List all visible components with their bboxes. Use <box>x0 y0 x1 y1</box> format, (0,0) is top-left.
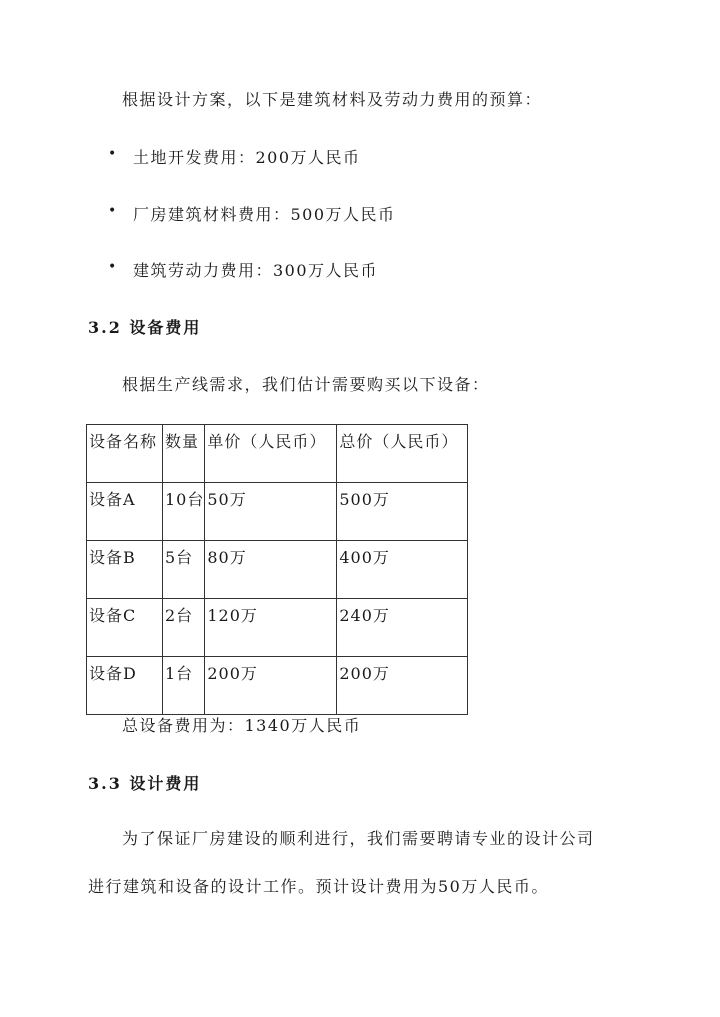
total-equipment-cost: 总设备费用为：1340万人民币 <box>122 716 362 735</box>
bullet-marker: • <box>108 146 118 162</box>
table-cell: 500万 <box>337 483 468 541</box>
header-cell: 总价（人民币） <box>337 425 468 483</box>
table-cell: 1台 <box>163 657 205 715</box>
table-cell: 200万 <box>205 657 337 715</box>
table-cell: 120万 <box>205 599 337 657</box>
table-cell: 5台 <box>163 541 205 599</box>
table-cell: 设备A <box>87 483 163 541</box>
table-cell: 240万 <box>337 599 468 657</box>
table-row <box>87 483 468 541</box>
intro-paragraph: 根据设计方案，以下是建筑材料及劳动力费用的预算： <box>122 90 543 109</box>
equipment-intro: 根据生产线需求，我们估计需要购买以下设备： <box>122 375 490 394</box>
bullet-material-cost: 厂房建筑材料费用：500万人民币 <box>133 205 396 224</box>
table-cell: 设备D <box>87 657 163 715</box>
equipment-table <box>86 424 468 715</box>
table-row <box>87 541 468 599</box>
header-cell: 单价（人民币） <box>205 425 337 483</box>
table-row <box>87 657 468 715</box>
bullet-marker: • <box>108 203 118 219</box>
design-paragraph-line1: 为了保证厂房建设的顺利进行，我们需要聘请专业的设计公司 <box>122 829 595 848</box>
table-cell: 200万 <box>337 657 468 715</box>
header-cell: 数量 <box>163 425 205 483</box>
table-cell: 400万 <box>337 541 468 599</box>
bullet-labor-cost: 建筑劳动力费用：300万人民币 <box>133 261 379 280</box>
section-heading-3-2: 3.2 设备费用 <box>88 318 202 337</box>
bullet-marker: • <box>108 259 118 275</box>
table-header-row <box>87 425 468 483</box>
header-cell: 设备名称 <box>87 425 163 483</box>
table-cell: 2台 <box>163 599 205 657</box>
table-cell: 10台 <box>163 483 205 541</box>
bullet-land-cost: 土地开发费用：200万人民币 <box>133 148 361 167</box>
table-cell: 设备B <box>87 541 163 599</box>
table-cell: 50万 <box>205 483 337 541</box>
table-cell: 80万 <box>205 541 337 599</box>
design-paragraph-line2: 进行建筑和设备的设计工作。预计设计费用为50万人民币。 <box>88 877 549 896</box>
table-row <box>87 599 468 657</box>
section-heading-3-3: 3.3 设计费用 <box>88 774 202 793</box>
table-cell: 设备C <box>87 599 163 657</box>
